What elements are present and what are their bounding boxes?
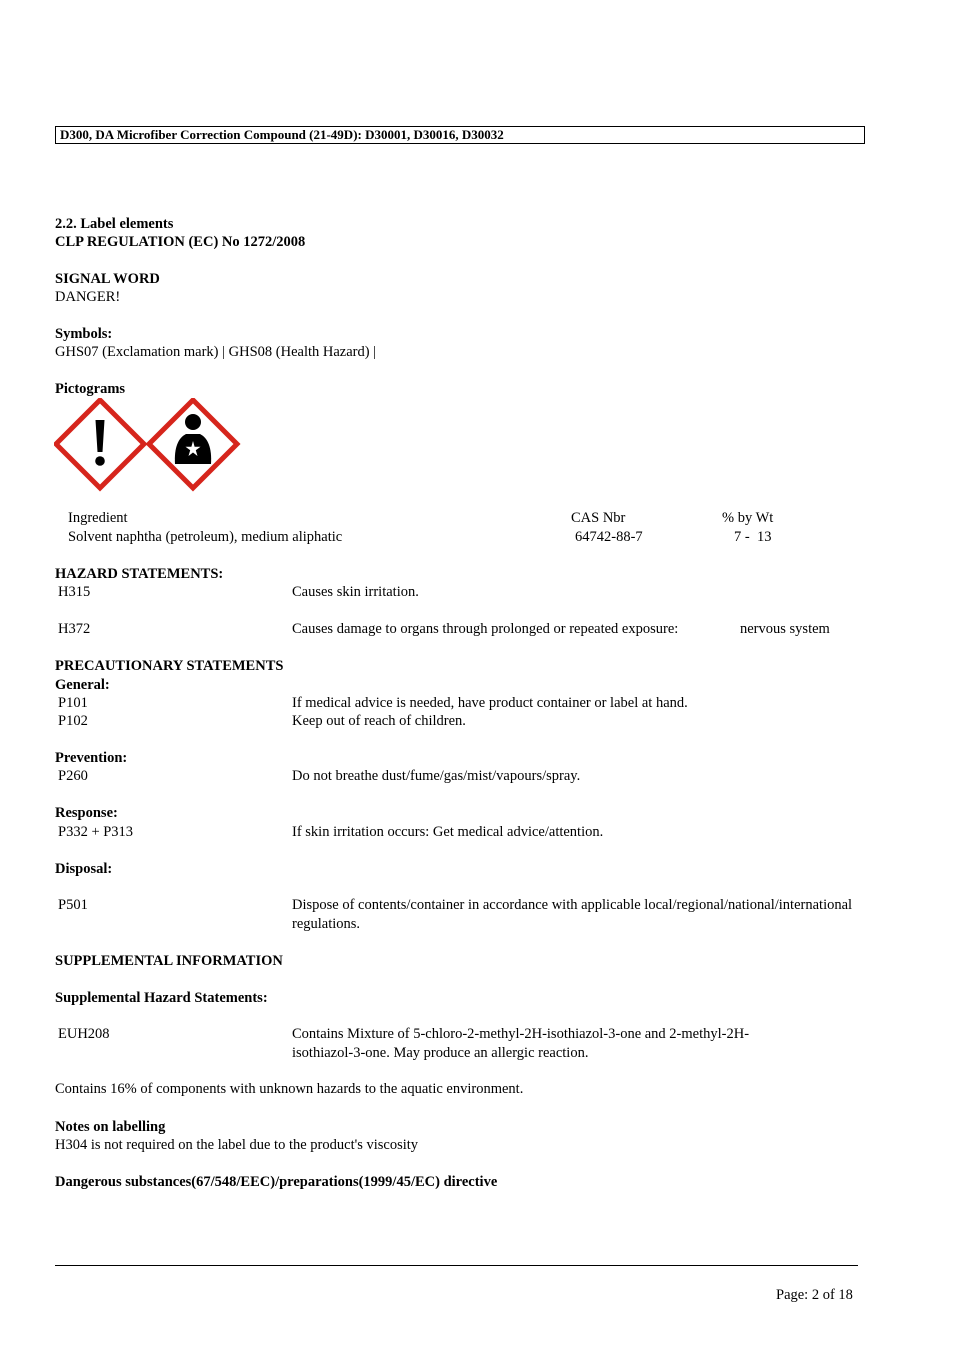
- p501-text-line1: Dispose of contents/container in accordance with applicable local/regional/national/international: [292, 897, 853, 913]
- p260-code: P260: [58, 768, 88, 784]
- hazard-code-h372: H372: [58, 621, 91, 637]
- prevention-heading: Prevention:: [55, 750, 128, 766]
- response-heading: Response:: [55, 805, 118, 821]
- footer-divider: [55, 1265, 858, 1266]
- p332-text: If skin irritation occurs: Get medical advice/attention.: [292, 824, 604, 840]
- health-hazard-pictogram: [149, 400, 237, 488]
- ingredient-col-header: Ingredient: [68, 510, 128, 526]
- euh208-text-line2: isothiazol-3-one. May produce an allergic reaction.: [292, 1045, 589, 1061]
- ingredient-wt: 7 - 13: [734, 529, 772, 545]
- ingredient-name: Solvent naphtha (petroleum), medium aliphatic: [68, 529, 343, 545]
- section-heading-label-elements: 2.2. Label elements: [55, 216, 174, 232]
- symbols-heading: Symbols:: [55, 326, 113, 342]
- hazard-statements-heading: HAZARD STATEMENTS:: [55, 566, 224, 582]
- page-number: Page: 2 of 18: [776, 1287, 853, 1303]
- wt-col-header: % by Wt: [722, 510, 774, 526]
- pictogram-row: [54, 398, 244, 492]
- hazard-code-h315: H315: [58, 584, 91, 600]
- document-header: [55, 126, 865, 144]
- pictograms-heading: Pictograms: [55, 381, 126, 397]
- cas-col-header: CAS Nbr: [571, 510, 626, 526]
- supplemental-hazard-heading: Supplemental Hazard Statements:: [55, 990, 268, 1006]
- document-title: D300, DA Microfiber Correction Compound (21-49D): D30001, D30016, D30032: [60, 127, 504, 142]
- p501-text-line2: regulations.: [292, 916, 361, 932]
- disposal-heading: Disposal:: [55, 861, 113, 877]
- supplemental-heading: SUPPLEMENTAL INFORMATION: [55, 953, 283, 969]
- aquatic-note: Contains 16% of components with unknown hazards to the aquatic environment.: [55, 1081, 524, 1097]
- notes-labelling-heading: Notes on labelling: [55, 1119, 166, 1135]
- hazard-text-h315: Causes skin irritation.: [292, 584, 419, 600]
- euh208-code: EUH208: [58, 1026, 110, 1042]
- hazard-text-h372: Causes damage to organs through prolonged or repeated exposure:: [292, 621, 679, 637]
- p101-code: P101: [58, 695, 88, 711]
- notes-labelling-text: H304 is not required on the label due to the product's viscosity: [55, 1137, 419, 1153]
- euh208-text-line1: Contains Mixture of 5-chloro-2-methyl-2H-isothiazol-3-one and 2-methyl-2H-: [292, 1026, 750, 1042]
- p102-code: P102: [58, 713, 88, 729]
- ingredient-cas: 64742-88-7: [575, 529, 643, 545]
- p332-code: P332 + P313: [58, 824, 134, 840]
- hazard-organ-h372: nervous system: [740, 621, 830, 637]
- precautionary-heading: PRECAUTIONARY STATEMENTS: [55, 658, 284, 674]
- signal-word-value: DANGER!: [55, 289, 121, 305]
- regulation-heading: CLP REGULATION (EC) No 1272/2008: [55, 234, 306, 250]
- p501-code: P501: [58, 897, 88, 913]
- symbols-value: GHS07 (Exclamation mark) | GHS08 (Health Hazard) |: [55, 344, 377, 360]
- p260-text: Do not breathe dust/fume/gas/mist/vapours/spray.: [292, 768, 581, 784]
- p101-text: If medical advice is needed, have product container or label at hand.: [292, 695, 688, 711]
- exclamation-mark-pictogram: [56, 400, 144, 488]
- general-heading: General:: [55, 677, 110, 693]
- dangerous-substances-heading: Dangerous substances(67/548/EEC)/preparations(1999/45/EC) directive: [55, 1174, 498, 1190]
- signal-word-heading: SIGNAL WORD: [55, 271, 160, 287]
- p102-text: Keep out of reach of children.: [292, 713, 466, 729]
